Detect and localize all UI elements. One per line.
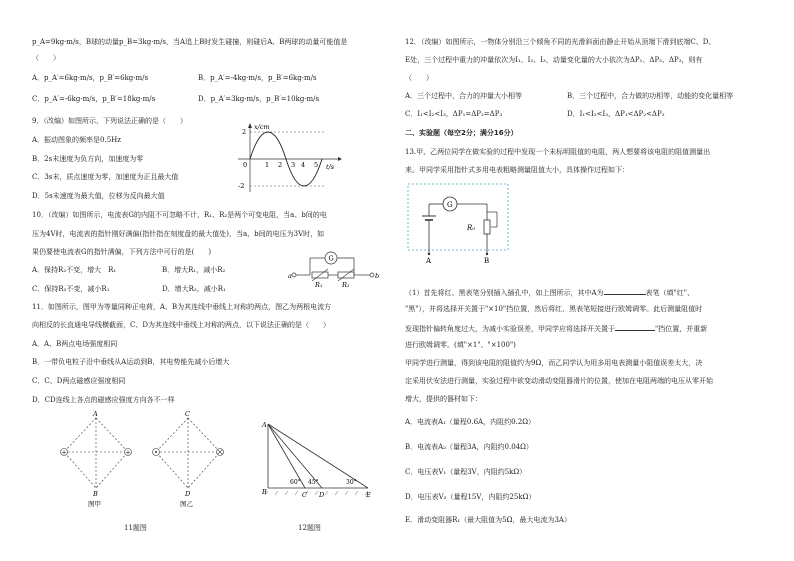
q12-line1: 12．（改编）如图所示，一物体分别沿三个倾角不同的光滑斜面由静止开始从顶端下滑到底端C、D、 bbox=[405, 38, 716, 46]
q9-tick-1: 1 bbox=[265, 161, 270, 169]
equipment-item-e: E．滑动变阻器R₁（最大阻值为5Ω，最大电流为3A） bbox=[405, 516, 571, 524]
q9-tick-5: 5 bbox=[314, 161, 319, 169]
q8-option-c: C．p_A′=-6kg·m/s，p_B′=18kg·m/s bbox=[32, 95, 156, 103]
q13-part1-line3 bbox=[405, 323, 707, 334]
q8-tail: p_A=9kg·m/s，B球的动量p_B=3kg·m/s，当A追上B时发生碰撞，则碰后A、B两球的动量可能值是 bbox=[32, 38, 348, 46]
q10-r2-label: R₂ bbox=[342, 281, 350, 289]
q10-option-a: A．保持R₂不变，增大 R₁ bbox=[32, 266, 117, 274]
q12-option-b: B．三个过程中，合力做的功相等，动能的变化量相等 bbox=[567, 92, 734, 100]
q12-a-label: A bbox=[262, 421, 267, 429]
q11-figure-jia bbox=[56, 412, 136, 512]
q13-part1-text: （1）首先将红、黑表笔分别插入插孔中，如上图所示，其中A为 bbox=[405, 289, 604, 297]
q9-origin-label: 0 bbox=[243, 161, 248, 169]
q12-figure-caption: 12题图 bbox=[298, 524, 321, 532]
q13-line1: 13.甲、乙两位同学在做实验的过程中发现一个未标明阻值的电阻，两人想要将该电阻的阻值测量出 bbox=[405, 148, 711, 156]
q13-part1-text-c: 发现指针偏转角度过大，为减小实验误差，甲同学应将选择开关置于 bbox=[405, 325, 615, 333]
q13-part1-text-d: "挡位置，并重新 bbox=[655, 325, 708, 333]
q11-option-d: D．CD连线上各点的磁感应强度方向各不一样 bbox=[32, 396, 175, 404]
q9-option-a: A．振动图象的频率是0.5Hz bbox=[32, 136, 121, 144]
q12-inclines-figure bbox=[258, 418, 378, 500]
q9-stem: 9．（改编）如图所示，下列说法正确的是（ ） bbox=[32, 117, 187, 125]
svg-text:+: + bbox=[61, 449, 67, 457]
q12-d-label: D bbox=[319, 491, 325, 499]
q11-option-c: C．C、D两点磁感应强度相同 bbox=[32, 377, 126, 385]
q10-option-c: C．保持R₂不变，减小R₁ bbox=[32, 285, 110, 293]
q10-a-label: a bbox=[288, 272, 292, 280]
q11-jia-b-label: B bbox=[93, 490, 98, 498]
q9-tick-3: 3 bbox=[291, 161, 296, 169]
q12-angle-60: 60° bbox=[290, 479, 301, 486]
q11-line1: 11．如图所示，图甲为等量同种正电荷，A、B为其连线中垂线上对称的两点，图乙为两根电流方 bbox=[32, 303, 332, 311]
blank-a-probe-color[interactable] bbox=[604, 287, 646, 295]
q11-option-a: A．A、B两点电场强度相同 bbox=[32, 340, 118, 348]
q8-option-b: B．p_A′=-4kg·m/s，p_B′=6kg·m/s bbox=[198, 74, 317, 82]
section-2-heading: 二、实验题（每空2分；满分16分） bbox=[405, 129, 518, 137]
q12-angle-45: 45° bbox=[308, 479, 319, 486]
q10-r1-label: R₁ bbox=[315, 281, 323, 289]
blank-selector-range[interactable] bbox=[615, 323, 655, 331]
q13-part1-text-b: 表笔（填"红"、 bbox=[645, 289, 694, 297]
q13-part2-line2: 定采用伏安法进行测量，实验过程中欲变动滑动变阻器滑片的位置，使加在电阻两端的电压从零开始 bbox=[405, 377, 713, 385]
q12-angle-30: 30° bbox=[346, 479, 357, 486]
equipment-item-a: A．电流表A₁（量程0.6A，内阻约0.2Ω） bbox=[405, 418, 536, 426]
q9-tick-2: 2 bbox=[278, 161, 283, 169]
equipment-item-c: C．电压表V₁（量程3V，内阻约5kΩ） bbox=[405, 468, 527, 476]
q8-paren: （ ） bbox=[32, 54, 60, 62]
q10-line3: 果仍要使电流表G的指针满偏，下列方法中可行的是( ) bbox=[32, 248, 212, 256]
q12-option-d: D．I₁<I₂<I₃，ΔP₁<ΔP₂<ΔP₃ bbox=[567, 110, 665, 118]
q9-y-min-label: -2 bbox=[238, 182, 245, 190]
equipment-item-d: D．电压表V₂（量程15V，内阻约25kΩ） bbox=[405, 493, 536, 501]
q9-tick-4: 4 bbox=[301, 161, 306, 169]
q11-jia-a-label: A bbox=[93, 410, 98, 418]
q11-jia-caption: 图甲 bbox=[88, 500, 101, 508]
q9-x-axis-label: t/s bbox=[326, 163, 335, 171]
q12-line2: E处，三个过程中重力的冲量依次为I₁、I₂、I₃，动量变化量的大小依次为ΔP₁、ΔP₂、ΔP₃，则有 bbox=[405, 56, 703, 64]
q8-option-a: A．p_A′=6kg·m/s，p_B′=6kg·m/s bbox=[32, 74, 149, 82]
q9-y-axis-label: x/cm bbox=[254, 123, 270, 131]
q13-part2-line1: 甲同学进行测量，得到该电阻的阻值约为9Ω，而乙同学认为用多用电表测量小阻值误差太大，决 bbox=[405, 359, 703, 367]
q10-b-label: b bbox=[375, 272, 380, 280]
equipment-item-b: B．电流表A₂（量程3A，内阻约0.04Ω） bbox=[405, 443, 533, 451]
q11-yi-c-label: C bbox=[185, 410, 190, 418]
q12-paren: （ ） bbox=[405, 74, 433, 82]
q12-c-label: C bbox=[302, 491, 307, 499]
q8-option-d: D．p_A′=3kg·m/s，p_B′=10kg·m/s bbox=[198, 95, 320, 103]
q9-option-b: B．2s末速度为负方向，加速度为零 bbox=[32, 155, 144, 163]
q13-g-label: G bbox=[447, 201, 453, 209]
q11-figure-yi bbox=[148, 412, 228, 512]
q12-b-label: B bbox=[262, 488, 267, 496]
q11-line2: 向相反的长直通电导线横截面，C、D为其连线中垂线上对称的两点，以下说法正确的是（ ） bbox=[32, 321, 330, 329]
q13-multimeter-diagram bbox=[407, 182, 517, 264]
q10-circuit-diagram bbox=[288, 248, 378, 290]
q9-option-c: C．3s末，质点速度为零，加速度为正且最大值 bbox=[32, 173, 179, 181]
q10-option-b: B．增大R₁，减小R₂ bbox=[162, 266, 226, 274]
q11-yi-caption: 图乙 bbox=[180, 500, 193, 508]
q13-part1-line4: 进行欧姆调零。(填"×1"、"×100") bbox=[405, 341, 516, 349]
q10-line1: 10．（改编）如图所示，电流表G的内阻不可忽略不计，R₁、R₂是两个可变电阻，当a、b间的电 bbox=[32, 211, 327, 219]
q12-e-label: E bbox=[366, 491, 371, 499]
q10-g-label: G bbox=[328, 254, 334, 263]
q12-option-c: C．I₁<I₂<I₃，ΔP₁=ΔP₂=ΔP₃ bbox=[405, 110, 503, 118]
q11-option-b: B．一带负电粒子沿中垂线从A运动到B，其电势能先减小后增大 bbox=[32, 358, 230, 366]
q10-option-d: D．增大R₂，减小R₁ bbox=[162, 285, 226, 293]
q13-part1-line2: "黑"），并将选择开关置于"×10"挡位置，然后将红、黑表笔短接进行欧姆调零。此后测量阻值时 bbox=[405, 305, 703, 313]
q13-line2: 来。甲同学采用指针式多用电表粗略测量阻值大小，具体操作过程如下： bbox=[405, 166, 629, 174]
r0-resistor-icon bbox=[484, 220, 490, 234]
q9-y-max-label: 2 bbox=[242, 128, 247, 136]
q11-yi-d-label: D bbox=[185, 490, 191, 498]
q13-a-label: A bbox=[426, 257, 432, 265]
q9-option-d: D．5s末速度为最大值，位移为反向最大值 bbox=[32, 192, 165, 200]
q9-vibration-graph bbox=[234, 122, 344, 194]
q13-b-label: B bbox=[484, 257, 490, 265]
svg-text:+: + bbox=[125, 449, 131, 457]
q10-line2: 压为4V时，电流表的指针刚好满偏(指针指在刻度盘的最大值处)，当a、b间的电压为3V时，如 bbox=[32, 230, 325, 238]
q13-r0-label: R₀ bbox=[467, 224, 476, 232]
q13-part2-line3: 增大，提供的器材如下： bbox=[405, 395, 482, 403]
q13-part1-line1 bbox=[405, 287, 694, 298]
q11-figure-caption: 11题图 bbox=[124, 524, 147, 532]
q12-option-a: A．三个过程中，合力的冲量大小相等 bbox=[405, 92, 523, 100]
right-column bbox=[397, 0, 794, 561]
